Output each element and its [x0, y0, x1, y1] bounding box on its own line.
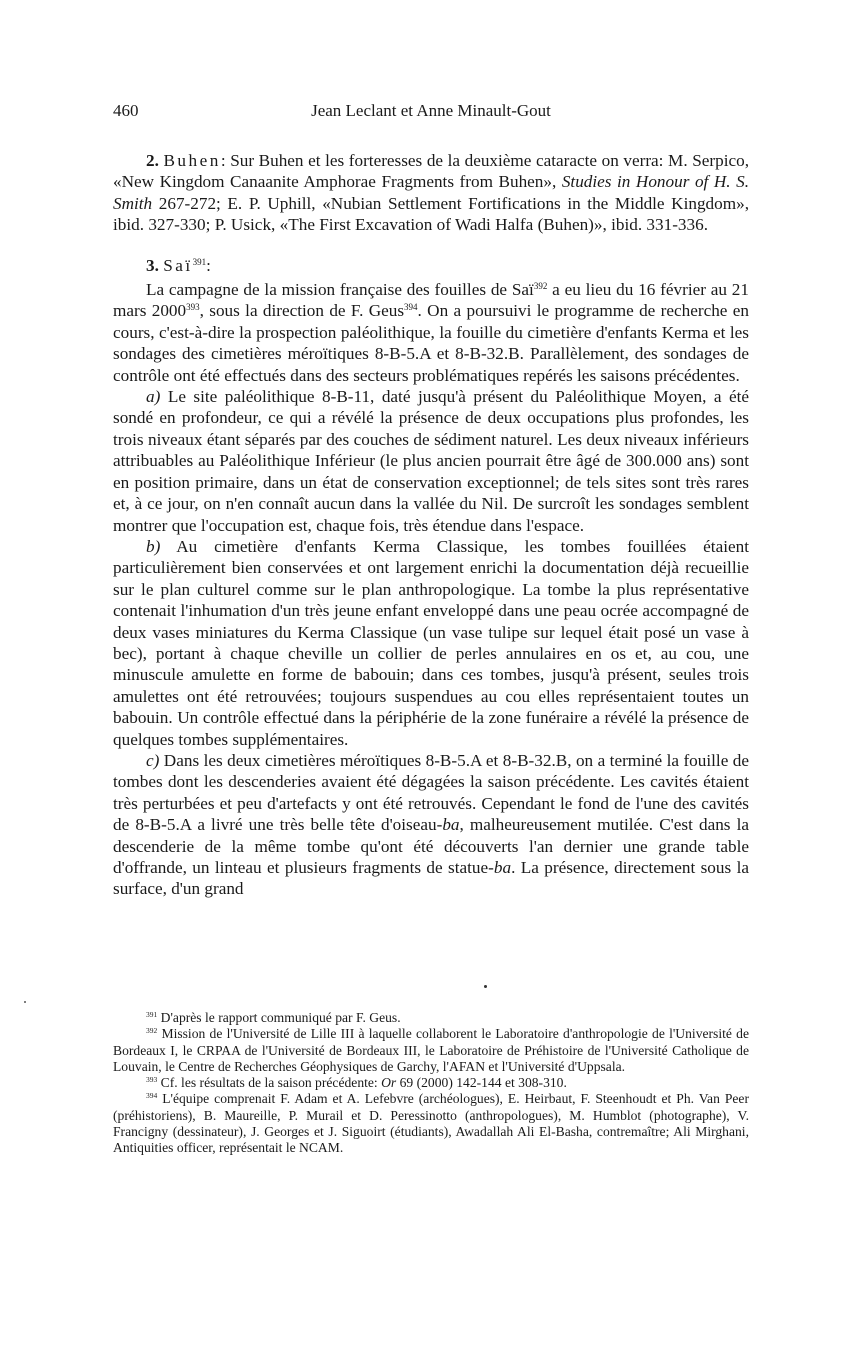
footnote-text: Mission de l'Université de Lille III à laquelle collaborent le Laboratoire d'anthropologie de l'Université de Bordeaux I, le CRPAA de l'Université de Bordeaux III, le Laboratoire de Préhistoire de l'Université Catholique de Louvain, le Centre de Recherches Géophysiques de Garchy, l'AFAN et l'Université d'Uppsala.	[113, 1026, 749, 1074]
paragraph-text: 267-272; E. P. Uphill, «Nubian Settlement Fortifications in the Middle Kingdom», ibid. 327-330; P. Usick, «The First Excavation of Wadi Halfa (Buhen)», ibid. 331-336.	[113, 193, 749, 235]
subsection-label: b)	[146, 536, 161, 556]
footnote-393	[113, 1075, 749, 1091]
subsection-label: a)	[146, 387, 161, 407]
footnote-ref: 392	[533, 281, 548, 292]
footnote-text: D'après le rapport communiqué par F. Geus.	[157, 1010, 401, 1025]
paragraph-text: . On a poursuivi le programme de recherche en cours, c'est-à-dire la prospection paléolithique, la fouille du cimetière d'enfants Kerma et les sondages des cimetières méroïtiques 8-B-5.A et 8-B-32.B. Parallèlement, des sondages de contrôle ont été effectués dans des secteurs problématiques repérés les saisons précédentes.	[113, 301, 749, 385]
footnote-text: Cf. les résultats de la saison précédente:	[157, 1075, 382, 1091]
section-number: 3.	[146, 255, 159, 275]
footnote-391	[113, 1010, 749, 1026]
journal-abbrev: Or	[381, 1075, 397, 1091]
footnote-text: L'équipe comprenait F. Adam et A. Lefebvre (archéologues), E. Heirbaut, F. Steenhoudt et Ph. Van Peer (préhistoriens), B. Maureille, P. Murail et D. Peressinotto (anthropologues), M. Humblot (photographe), V. Francigny (dessinateur), J. Georges et J. Siguoirt (étudiants), Awadallah Ali El-Basha, contremaître; Ali Mirghani, Antiquities officer, représentait le NCAM.	[113, 1091, 749, 1156]
section-2-paragraph	[113, 150, 749, 236]
subsection-label: c)	[146, 750, 160, 770]
ink-speck	[24, 1001, 26, 1003]
heading-colon: :	[206, 255, 211, 275]
italic-term: ba	[493, 858, 512, 877]
page-number: 460	[113, 101, 139, 120]
section-3-intro-paragraph	[113, 279, 749, 386]
footnote-number: 391	[146, 1010, 158, 1019]
ink-speck	[484, 985, 487, 988]
section-title: Buhen	[163, 151, 221, 170]
main-text	[113, 150, 749, 900]
footnote-text: 69 (2000) 142-144 et 308-310.	[396, 1075, 567, 1091]
italic-term: ba	[442, 815, 460, 835]
section-number: 2.	[146, 151, 159, 170]
paragraph-text: , malheureusement mutilée. C'est dans la descenderie de la même tombe qu'ont été découverts l'an dernier une grande table d'offrande, un linteau et plusieurs fragments de statue-	[113, 815, 750, 877]
paragraph-text: , sous la direction de F. Geus	[199, 301, 405, 321]
footnote-number: 393	[146, 1075, 158, 1085]
footnote-ref: 394	[404, 302, 418, 313]
running-title: Jean Leclant et Anne Minault-Gout	[311, 101, 551, 120]
footnotes	[113, 1010, 749, 1157]
footnote-ref: 393	[186, 302, 200, 313]
page-header	[113, 101, 749, 127]
paragraph-a	[113, 386, 749, 536]
footnote-ref: 391	[192, 256, 207, 267]
paragraph-text: Au cimetière d'enfants Kerma Classique, les tombes fouillées étaient particulièrement bien conservées et ont largement enrichi la documentation déjà recueillie sur le plan culturel comme sur le plan anthropologique. La tombe la plus représentative contenait l'inhumation d'un très jeune enfant enveloppé dans une peau ocrée accompagné de deux vases miniatures du Kerma Classique (un vase tulipe sur lequel était posé un vase à bec), portant à chaque cheville un collier de perles annulaires en os et, au cou, une minuscule amulette en forme de babouin; dans ces tombes, jusqu'à présent, seules trois amulettes ont été retrouvées; toujours suspendues au cou elles représentaient toutes un babouin. Un contrôle effectué dans la périphérie de la zone funéraire a révélé la présence de quelques tombes supplémentaires.	[113, 536, 749, 749]
footnote-394	[113, 1091, 749, 1156]
section-3-heading	[146, 255, 749, 276]
footnote-number: 394	[146, 1091, 158, 1101]
paragraph-text: . La présence, directement sous la surface, d'un grand	[113, 858, 749, 899]
section-title: Saï	[163, 255, 193, 275]
footnote-number: 392	[146, 1026, 158, 1036]
paragraph-c	[113, 750, 749, 900]
paragraph-b	[113, 536, 749, 750]
paragraph-text: La campagne de la mission française des fouilles de Saï	[146, 280, 534, 300]
paragraph-text: a eu lieu du 16 février au 21 mars 2000	[113, 280, 749, 321]
paragraph-text: Dans les deux cimetières méroïtiques 8-B-5.A et 8-B-32.B, on a terminé la fouille de tombes dont les descenderies avaient été dégagées la saison précédente. Les cavités étaient très perturbées et peu d'artefacts y ont été retrouvés. Cependant le fond de l'une des cavités de 8-B-5.A a livré une très belle tête d'oiseau-	[113, 750, 749, 835]
footnote-392	[113, 1026, 749, 1075]
paragraph-text: Le site paléolithique 8-B-11, daté jusqu'à présent du Paléolithique Moyen, a été sondé en profondeur, ce qui a révélé la présence de deux occupations plus profondes, les trois niveaux étant séparés par des couches de sédiment naturel. Les deux niveaux inférieurs attribuables au Paléolithique Inférieur (le plus ancien pourrait être âgé de 300.000 ans) sont en position primaire, dans un état de conservation exceptionnel; de tels sites sont très rares et, à ce jour, on n'en connaît aucun dans la vallée du Nil. De surcroît les sondages semblent montrer que l'occupation est, chaque fois, très étendue dans l'espace.	[113, 387, 749, 535]
paragraph-text: : Sur Buhen et les forteresses de la deuxième cataracte on verra: M. Serpico, «New Kingdom Canaanite Amphorae Fragments from Buhen»,	[113, 151, 749, 192]
italic-title: Studies in Honour of H. S. Smith	[113, 172, 749, 213]
